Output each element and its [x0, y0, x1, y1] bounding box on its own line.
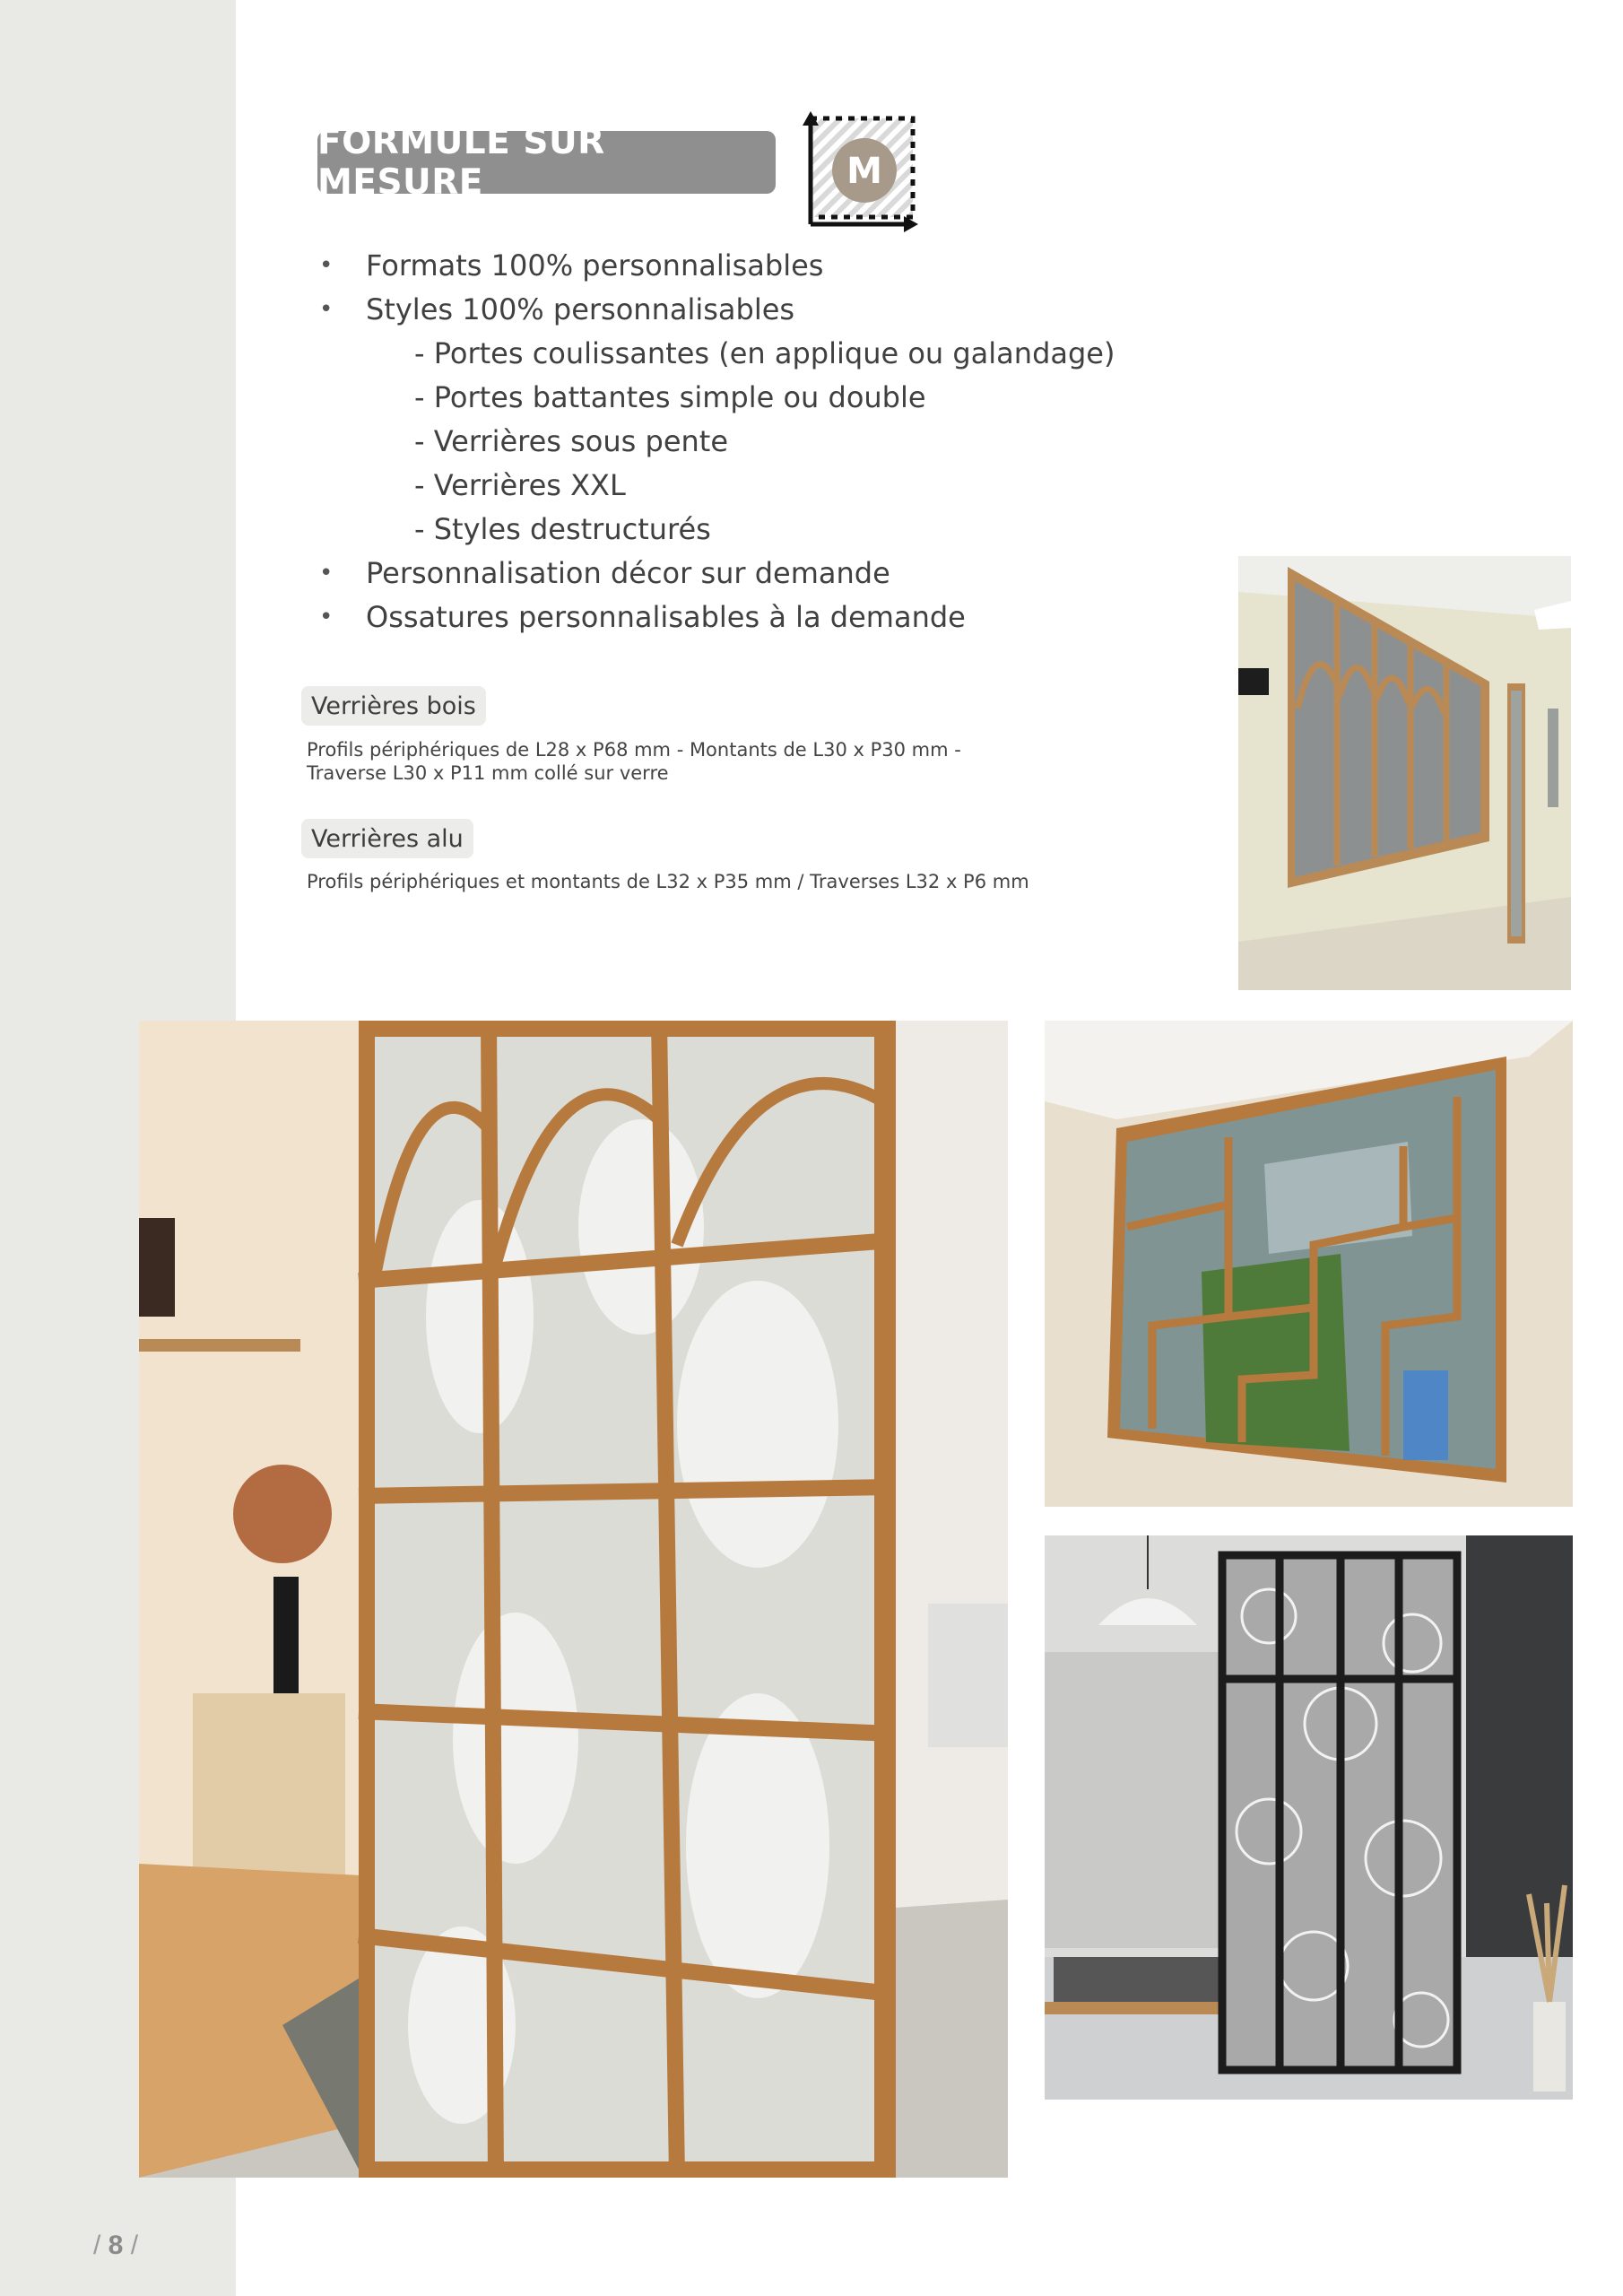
- photo-botanical-sliding-door: [139, 1021, 1008, 2178]
- bois-spec-line: Traverse L30 x P11 mm collé sur verre: [307, 762, 669, 784]
- list-item: [316, 244, 1115, 288]
- page-number-value: 8: [108, 2231, 124, 2260]
- list-item-label: Personnalisation décor sur demande: [366, 556, 890, 590]
- bois-spec-line: Profils périphériques de L28 x P68 mm - Montants de L30 x P30 mm -: [307, 739, 961, 761]
- section-label-bois: Verrières bois: [301, 686, 486, 726]
- custom-size-icon: [798, 111, 924, 237]
- styles-sublist: [366, 332, 1115, 552]
- bullet-icon: •: [319, 296, 334, 323]
- sublist-item: - Verrières sous pente: [414, 424, 729, 458]
- list-item-label: Ossatures personnalisables à la demande: [366, 600, 966, 634]
- list-item: [316, 288, 1115, 552]
- list-item: [316, 552, 1115, 596]
- photo-arched-verriere: [1238, 556, 1571, 990]
- section-label-alu: Verrières alu: [301, 819, 473, 858]
- list-item-label: Styles 100% personnalisables: [366, 292, 795, 326]
- features-list: [316, 244, 1115, 639]
- sublist-item: - Verrières XXL: [414, 468, 626, 502]
- sublist-item: - Styles destructurés: [414, 512, 711, 546]
- bullet-icon: •: [319, 560, 334, 587]
- page-number: / 8 /: [93, 2231, 139, 2260]
- sublist-item: - Portes battantes simple ou double: [414, 380, 926, 414]
- size-icon-letter: M: [846, 151, 882, 192]
- alu-spec-text: Profils périphériques et montants de L32 x P35 mm / Traverses L32 x P6 mm: [307, 871, 1029, 892]
- list-item-label: Formats 100% personnalisables: [366, 248, 824, 283]
- bois-spec-text: [307, 738, 961, 785]
- page-title: FORMULE SUR MESURE: [317, 131, 776, 194]
- photo-faces-verriere: [1045, 1535, 1573, 2100]
- sublist-item: - Portes coulissantes (en applique ou galandage): [414, 336, 1115, 370]
- bullet-icon: •: [319, 252, 334, 279]
- photo-staggered-verriere: [1045, 1021, 1573, 1507]
- list-item: [316, 596, 1115, 639]
- bullet-icon: •: [319, 604, 334, 631]
